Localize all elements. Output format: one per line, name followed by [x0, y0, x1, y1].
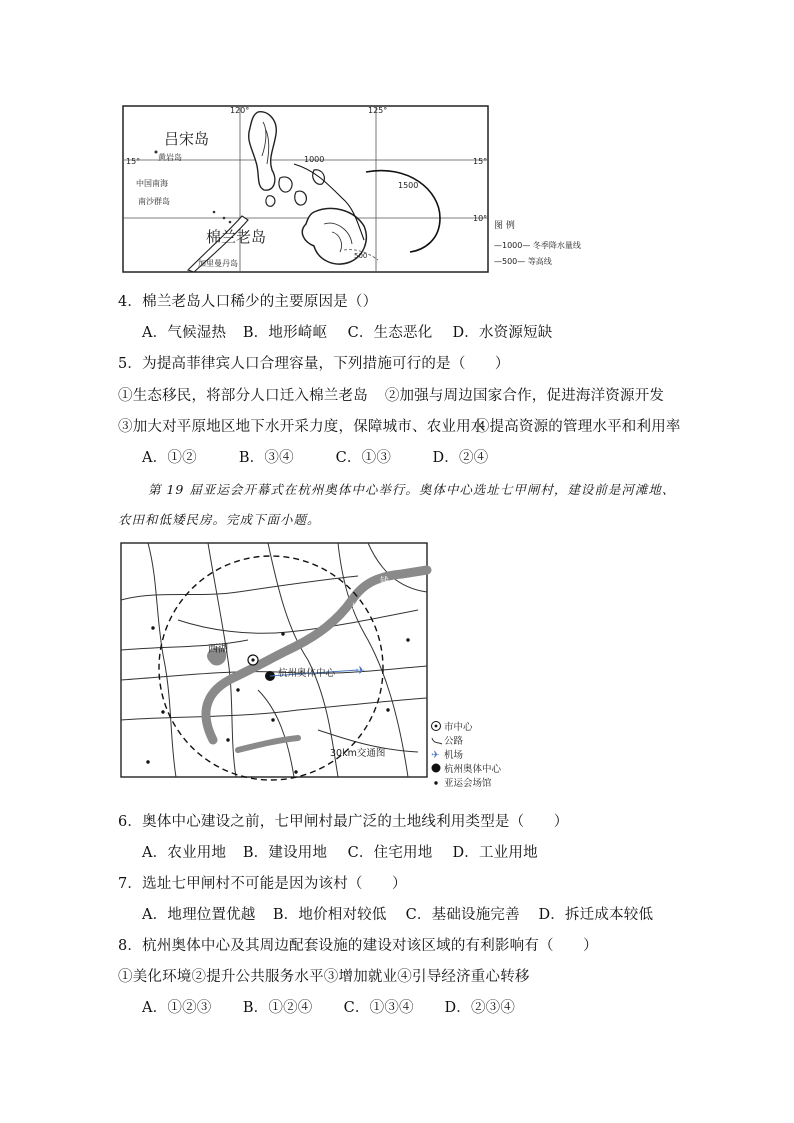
- q8-option-b[interactable]: B．①②④: [242, 1000, 313, 1016]
- ring-label: 30km交通图: [330, 748, 386, 759]
- q7-option-d[interactable]: D．拆迁成本较低: [538, 907, 654, 923]
- svg-text:✈: ✈: [356, 664, 366, 677]
- intro-line-2: 农田和低矮民房。完成下面小题。: [118, 512, 321, 527]
- philippines-map: [118, 100, 658, 278]
- q8-options: [142, 996, 515, 1017]
- mindanao-label: 棉兰老岛: [206, 228, 267, 246]
- legend-olympic-center: 杭州奥体中心: [444, 764, 502, 775]
- q8-option-a[interactable]: A．①②③: [142, 1000, 212, 1016]
- luzon-label: 吕宋岛: [164, 130, 210, 148]
- hangzhou-map: [118, 540, 518, 789]
- contour-1500-label: 1500: [398, 181, 419, 190]
- q8-option-c[interactable]: C．①③④: [343, 1000, 414, 1016]
- q6-option-d[interactable]: D．工业用地: [452, 845, 538, 861]
- q6-option-b[interactable]: B．建设用地: [242, 845, 328, 861]
- q8-stem: 8．杭州奥体中心及其周边配套设施的建设对该区域的有利影响有（ ）: [118, 938, 598, 954]
- river-label-1: 钱: [380, 577, 390, 587]
- q5-choices-row2: [118, 415, 681, 436]
- lon-120-label: 120°: [230, 106, 250, 115]
- q7-option-a[interactable]: A．地理位置优越: [142, 907, 256, 923]
- q5-choices-row1: [118, 384, 664, 405]
- river-label-2: 塘: [352, 603, 362, 613]
- q5-choice-2: ②加强与周边国家合作，促进海洋资源开发: [384, 388, 665, 404]
- q5-stem: 5．为提高菲律宾人口合理容量，下列措施可行的是（ ）: [118, 356, 510, 372]
- q5-choice-3: ③加大对平原地区地下水开采力度，保障城市、农业用水: [118, 419, 486, 435]
- q7-stem: 7．选址七甲闸村不可能是因为该村（ ）: [118, 876, 407, 892]
- lat-15-left: 15°: [126, 157, 141, 166]
- q8-option-d[interactable]: D．②③④: [444, 1000, 516, 1016]
- legend-title: 图 例: [494, 221, 515, 231]
- q5-options: [142, 446, 488, 467]
- intro-line-1: 第 19 届亚运会开幕式在杭州奥体中心举行。奥体中心选址七甲闸村，建设前是河滩地、: [148, 482, 676, 497]
- q7-option-c[interactable]: C．基础设施完善: [405, 907, 520, 923]
- legend-contour: —500— 等高线: [494, 257, 552, 266]
- south-china-sea-label: 中国南海: [136, 179, 168, 188]
- q5-choice-4: ④提高资源的管理水平和利用率: [474, 419, 681, 435]
- scarborough-label: 黄岩岛: [158, 153, 182, 162]
- legend-precip: —1000— 冬季降水量线: [494, 241, 581, 250]
- q4-option-b[interactable]: B．地形崎岖: [242, 325, 328, 341]
- q4-option-c[interactable]: C．生态恶化: [347, 325, 433, 341]
- q6-option-a[interactable]: A．农业用地: [142, 845, 227, 861]
- q6-option-c[interactable]: C．住宅用地: [347, 845, 433, 861]
- q5-option-b[interactable]: B．③④: [238, 450, 294, 466]
- contour-500-label: 500: [354, 252, 368, 260]
- nansha-label: 南沙群岛: [138, 197, 170, 206]
- contour-1000-label: 1000: [304, 155, 325, 164]
- q8-choices: ①美化环境②提升公共服务水平③增加就业④引导经济重心转移: [118, 969, 530, 985]
- q4-option-a[interactable]: A．气候湿热: [142, 325, 227, 341]
- legend-city-center: 市中心: [444, 722, 473, 733]
- legend-road: 公路: [444, 736, 464, 747]
- legend-airport: 机场: [444, 750, 464, 761]
- q5-option-c[interactable]: C．①③: [335, 450, 392, 466]
- lat-10-right: 10°: [473, 214, 488, 223]
- kalimantan-label: 加里曼丹岛: [198, 259, 238, 268]
- lat-15-right: 15°: [473, 157, 488, 166]
- q4-option-d[interactable]: D．水资源短缺: [452, 325, 553, 341]
- q6-options: [142, 841, 538, 862]
- q5-choice-1: ①生态移民，将部分人口迁入棉兰老岛: [118, 388, 368, 404]
- q4-stem: 4．棉兰老岛人口稀少的主要原因是（）: [118, 294, 378, 310]
- west-lake-label: 西湖: [208, 644, 228, 655]
- q7-option-b[interactable]: B．地价相对较低: [272, 907, 387, 923]
- q6-stem: 6．奥体中心建设之前，七甲闸村最广泛的土地线利用类型是（ ）: [118, 814, 569, 830]
- airport-icon: ✈: [431, 750, 440, 761]
- q4-options: [142, 321, 552, 342]
- q5-option-a[interactable]: A．①②: [142, 450, 197, 466]
- q7-options: [142, 903, 653, 924]
- lon-125-label: 125°: [368, 106, 388, 115]
- q5-option-d[interactable]: D．②④: [432, 450, 489, 466]
- olympic-center-label: 杭州奥体中心: [278, 668, 336, 679]
- legend-venue: 亚运会场馆: [444, 778, 492, 789]
